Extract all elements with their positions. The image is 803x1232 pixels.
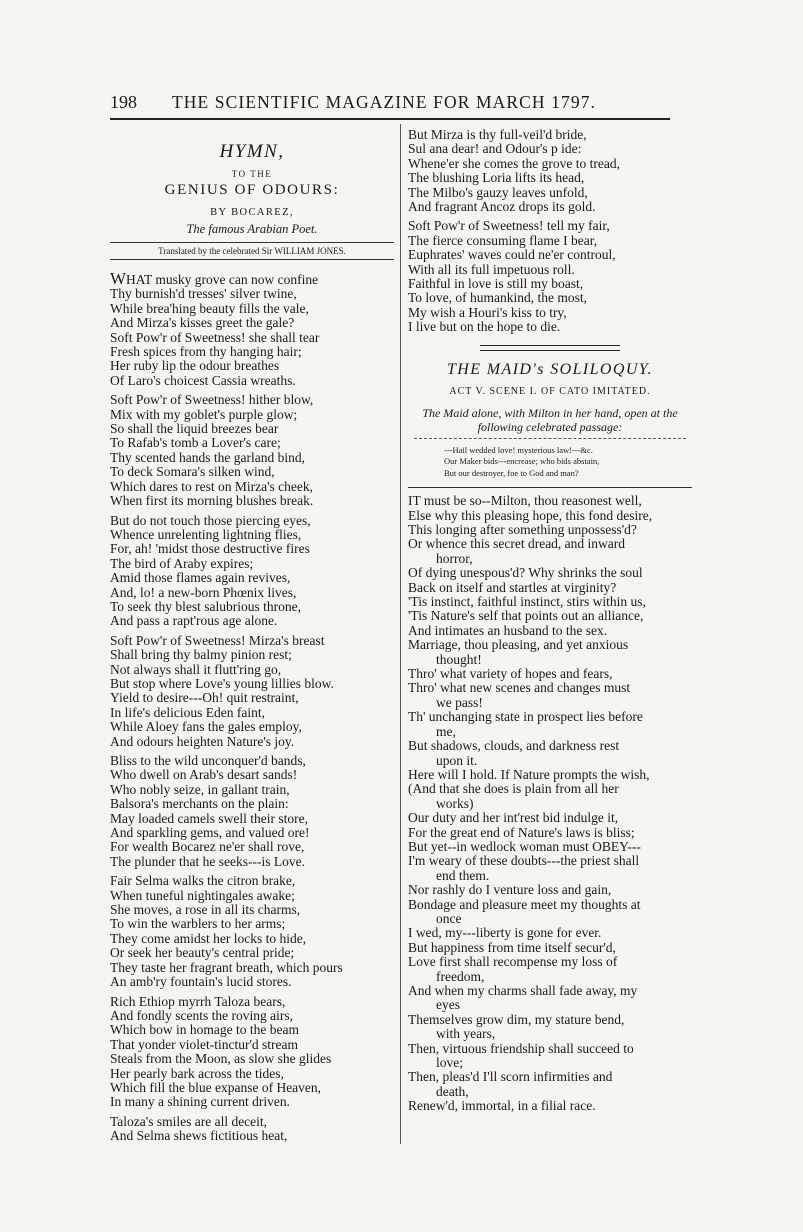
soliloquy-line: And when my charms shall fade away, my (408, 983, 638, 998)
poem-line: WHAT musky grove can now confine (110, 269, 319, 288)
poem-line: May loaded camels swell their store, (110, 810, 308, 826)
hymn-stanza (110, 995, 394, 1110)
soliloquy-line: Nor rashly do I venture loss and gain, (408, 882, 612, 898)
poem-line: With all its full impetuous roll. (408, 261, 575, 277)
poem-line: Which fill the blue expanse of Heaven, (110, 1079, 322, 1095)
poem-line: She moves, a rose in all its charms, (110, 902, 301, 918)
soliloquy-line: Our duty and her int'rest bid indulge it, (408, 810, 619, 826)
poem-line: In many a shining current driven. (110, 1094, 290, 1110)
poem-line: To Rafab's tomb a Lover's care; (110, 435, 281, 451)
poem-line: And Mirza's kisses greet the gale? (110, 315, 295, 331)
poem-line: Soft Pow'r of Sweetness! hither blow, (110, 392, 314, 408)
soliloquy-line: Thro' what new scenes and changes must (408, 680, 631, 696)
poem-line: Thy burnish'd tresses' silver twine, (110, 286, 297, 302)
poem-line: And Selma shews fictitious heat, (110, 1128, 288, 1144)
poem-line: An amb'ry fountain's lucid stores. (110, 974, 292, 990)
poem-line: The fierce consuming flame I bear, (408, 232, 598, 248)
poem-line: And fondly scents the roving airs, (110, 1007, 293, 1023)
soliloquy-note: The Maid alone, with Milton in her hand, open at the following celebrated passage: (414, 406, 686, 439)
soliloquy-line: we pass! (436, 694, 483, 710)
hymn-translator: Translated by the celebrated Sir WILLIAM JONES. (110, 242, 394, 260)
poem-line: Her ruby lip the odour breathes (110, 358, 280, 374)
left-column (110, 128, 394, 1149)
poem-line: In life's delicious Eden faint, (110, 704, 266, 720)
poem-line: Soft Pow'r of Sweetness! she shall tear (110, 329, 320, 345)
soliloquy-line: Th' unchanging state in prospect lies before (408, 709, 643, 725)
poem-line: Mix with my goblet's purple glow; (110, 406, 298, 422)
poem-line: But Mirza is thy full-veil'd bride, (408, 127, 587, 142)
poem-line: So shall the liquid breezes bear (110, 421, 279, 437)
poem-line: Fresh spices from thy hanging hair; (110, 344, 302, 360)
poem-line: To win the warblers to her arms; (110, 916, 286, 932)
poem-line: Taloza's smiles are all deceit, (110, 1113, 268, 1129)
soliloquy-title: THE MAID's SOLILOQUY. (446, 360, 654, 378)
soliloquy-line: Or whence this secret dread, and inward (408, 536, 626, 552)
soliloquy-line: with years, (436, 1026, 496, 1042)
poem-line: When first its morning blushes break. (110, 493, 314, 509)
soliloquy-line: Then, virtuous friendship shall succeed to (408, 1040, 634, 1056)
poem-line: Sul ana dear! and Odour's p ide: (408, 141, 582, 157)
soliloquy-line: I'm weary of these doubts---the priest shall (408, 853, 640, 869)
poem-line: Soft Pow'r of Sweetness! tell my fair, (408, 218, 610, 234)
hymn-poet-desc: The famous Arabian Poet. (186, 222, 318, 236)
soliloquy-line: (And that she does is plain from all her (408, 781, 619, 797)
hymn-title: HYMN, (219, 141, 285, 162)
soliloquy-line: But shadows, clouds, and darkness rest (408, 738, 620, 754)
poem-line: Fair Selma walks the citron brake, (110, 873, 296, 889)
soliloquy-line: Of dying unespous'd? Why shrinks the soul (408, 565, 643, 581)
poem-line: To seek thy blest salubrious throne, (110, 598, 302, 614)
soliloquy-line: thought! (436, 651, 482, 667)
poem-line: Yield to desire---Oh! quit restraint, (110, 690, 299, 706)
hymn-stanza (110, 634, 394, 749)
page-number: 198 (110, 92, 137, 112)
poem-line: When tuneful nightingales awake; (110, 887, 295, 903)
epigraph (444, 445, 692, 480)
soliloquy-line: 'Tis Nature's self that points out an alliance, (408, 608, 644, 624)
poem-line: Of Laro's choicest Cassia wreaths. (110, 372, 296, 388)
soliloquy-line: And intimates an husband to the sex. (408, 622, 608, 638)
soliloquy-line: Love first shall recompense my loss of (408, 954, 618, 970)
soliloquy-line: freedom, (436, 968, 485, 984)
poem-line: While Aloey fans the gales employ, (110, 719, 302, 735)
poem-line: I live but on the hope to die. (408, 319, 561, 335)
epigraph-line: Our Maker bids---encrease; who bids abstain, (444, 456, 600, 467)
column-divider (400, 124, 401, 1144)
hymn-stanza (110, 269, 394, 388)
hymn-stanza (110, 393, 394, 508)
soliloquy-line: For the great end of Nature's laws is bliss; (408, 824, 635, 840)
poem-line: The bird of Araby expires; (110, 555, 254, 571)
soliloquy-subtitle: ACT V. SCENE I. OF CATO IMITATED. (449, 385, 651, 397)
poem-line: And pass a rapt'rous age alone. (110, 613, 278, 629)
poem-line: But stop where Love's young lillies blow. (110, 675, 334, 691)
soliloquy-line: 'Tis instinct, faithful instinct, stirs within us, (408, 594, 646, 610)
poem-line: That yonder violet-tinctur'd stream (110, 1036, 298, 1052)
poem-line: Thy scented hands the garland bind, (110, 449, 305, 465)
poem-line: Whene'er she comes the grove to tread, (408, 155, 620, 171)
poem-line: Faithful in love is still my boast, (408, 276, 584, 292)
epigraph-rule (408, 487, 692, 488)
running-head: THE SCIENTIFIC MAGAZINE FOR MARCH 1797. (172, 92, 597, 112)
poem-line: The plunder that he seeks---is Love. (110, 853, 305, 869)
soliloquy-line: me, (436, 723, 456, 739)
page-header (110, 88, 670, 120)
soliloquy-line: But yet--in wedlock woman must OBEY--- (408, 838, 641, 854)
soliloquy-line: horror, (436, 550, 473, 566)
poem-line: Amid those flames again revives, (110, 570, 291, 586)
poem-line: Who dwell on Arab's desart sands! (110, 767, 298, 783)
poem-line: But do not touch those piercing eyes, (110, 512, 311, 528)
soliloquy-line: upon it. (436, 752, 478, 768)
poem-line: And fragrant Ancoz drops its gold. (408, 199, 596, 215)
poem-line: Steals from the Moon, as slow she glides (110, 1051, 332, 1067)
poem-line: And, lo! a new-born Phœnix lives, (110, 584, 297, 600)
poem-line: And sparkling gems, and valued ore! (110, 825, 310, 841)
section-divider (480, 345, 620, 351)
hymn-author: BY BOCAREZ, (210, 207, 294, 218)
poem-line: Who nobly seize, in gallant train, (110, 781, 290, 797)
soliloquy-line: eyes (436, 997, 460, 1013)
hymn-stanzas-right (408, 128, 692, 335)
poem-line: The Milbo's gauzy leaves unfold, (408, 184, 588, 200)
soliloquy-line: IT must be so--Milton, thou reasonest well, (408, 493, 642, 509)
soliloquy-line: Thro' what variety of hopes and fears, (408, 666, 613, 682)
epigraph-line: ---Hail wedded love! mysterious law!---&c. (444, 444, 593, 455)
hymn-stanza (408, 128, 692, 214)
hymn-genius-heading: GENIUS OF ODOURS: (164, 182, 340, 198)
soliloquy-line: Bondage and pleasure meet my thoughts at (408, 896, 641, 912)
poem-line: Or seek her beauty's central pride; (110, 945, 295, 961)
poem-line: They taste her fragrant breath, which pours (110, 959, 343, 975)
soliloquy-line: Back on itself and startles at virginity? (408, 579, 617, 595)
hymn-stanza (110, 874, 394, 989)
soliloquy-line: once (436, 910, 462, 926)
poem-line: Bliss to the wild unconquer'd bands, (110, 753, 306, 768)
poem-line: Which bow in homage to the beam (110, 1022, 299, 1038)
soliloquy-line: But happiness from time itself secur'd, (408, 939, 616, 955)
poem-line: The blushing Loria lifts its head, (408, 170, 585, 186)
poem-line: For, ah! 'midst those destructive fires (110, 541, 310, 557)
poem-line: My wish a Houri's kiss to try, (408, 304, 567, 320)
poem-line: And odours heighten Nature's joy. (110, 733, 295, 749)
poem-line: Balsora's merchants on the plain: (110, 796, 289, 812)
poem-line: Euphrates' waves could ne'er controul, (408, 247, 616, 263)
epigraph-line: But our destroyer, foe to God and man? (444, 467, 579, 478)
soliloquy-line: Then, pleas'd I'll scorn infirmities and (408, 1069, 613, 1085)
soliloquy-line: Themselves grow dim, my stature bend, (408, 1011, 625, 1027)
poem-line: Soft Pow'r of Sweetness! Mirza's breast (110, 632, 325, 648)
poem-line: To deck Somara's silken wind, (110, 464, 275, 480)
soliloquy-line: death, (436, 1083, 469, 1099)
hymn-stanza (110, 1115, 394, 1144)
hymn-stanzas-left (110, 269, 394, 1144)
poem-line: Which dares to rest on Mirza's cheek, (110, 478, 313, 494)
soliloquy-line: end them. (436, 867, 490, 883)
soliloquy-line: This longing after something unpossess'd? (408, 522, 637, 537)
soliloquy-line: love; (436, 1055, 463, 1071)
hymn-to-the: TO THE (231, 169, 273, 179)
poem-line: They come amidst her locks to hide, (110, 930, 307, 946)
hymn-stanza (408, 219, 692, 334)
poem-line: For wealth Bocarez ne'er shall rove, (110, 839, 305, 855)
soliloquy-line: Here will I hold. If Nature prompts the wish, (408, 766, 650, 782)
right-column (408, 128, 692, 1114)
poem-line: Shall bring thy balmy pinion rest; (110, 647, 292, 663)
soliloquy-line: Else why this pleasing hope, this fond desire, (408, 507, 653, 523)
soliloquy-line: works) (436, 795, 474, 811)
hymn-stanza (110, 754, 394, 869)
soliloquy-line: I wed, my---liberty is gone for ever. (408, 925, 602, 941)
soliloquy-line: Marriage, thou pleasing, and yet anxious (408, 637, 629, 653)
poem-line: Rich Ethiop myrrh Taloza bears, (110, 993, 286, 1009)
poem-line: While brea'hing beauty fills the vale, (110, 300, 309, 316)
poem-line: Whence unrelenting lightning flies, (110, 526, 302, 542)
poem-line: Not always shall it flutt'ring go, (110, 661, 282, 677)
soliloquy-line: Renew'd, immortal, in a filial race. (408, 1098, 596, 1114)
soliloquy-body (408, 494, 692, 1113)
hymn-stanza (110, 514, 394, 629)
poem-line: Her pearly bark across the tides, (110, 1065, 284, 1081)
poem-line: To love, of humankind, the most, (408, 290, 588, 306)
